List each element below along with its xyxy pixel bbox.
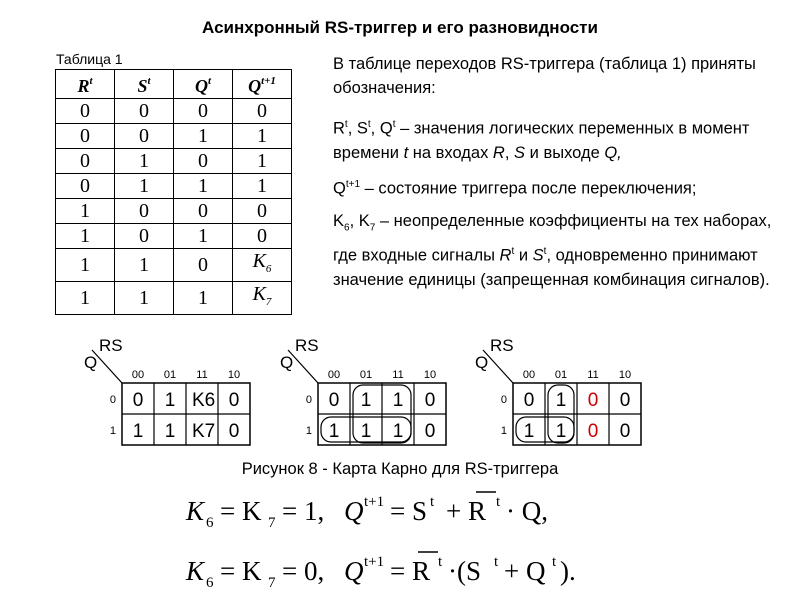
kmap-cell: 1 (360, 421, 372, 442)
f2-plus-q: + Q (504, 556, 546, 586)
f1-rt: t (496, 494, 501, 510)
f1-plus-r: + R (446, 496, 486, 526)
table-cell: 0 (56, 124, 115, 149)
f2-tail: ). (560, 556, 576, 586)
kmap-cell: 1 (392, 390, 404, 411)
kmap-cell: 0 (328, 390, 340, 411)
table-cell: 0 (174, 99, 233, 124)
paragraph-next-state: $Q^{t+1}$ – состояние триггера после переключения; (333, 179, 697, 198)
f1-sub6: 6 (206, 515, 214, 531)
header-rt: $R^t$ (56, 70, 115, 99)
table-cell: $K_7$ (233, 282, 292, 315)
table-cell: 0 (174, 199, 233, 224)
kmap-cell: 0 (587, 421, 599, 442)
table-cell: 0 (56, 149, 115, 174)
formula-2 (185, 552, 576, 591)
kmap-cell: 1 (523, 421, 535, 442)
table-cell: 0 (56, 99, 115, 124)
kmap-col-header: 01 (163, 369, 177, 381)
kmap-col-header: 01 (359, 369, 373, 381)
f2-sup: t+1 (364, 554, 385, 570)
kmap-cell: 0 (228, 421, 240, 442)
f1-k6: K (186, 496, 205, 526)
kmap-cell: 0 (424, 390, 436, 411)
f2-qt: t (552, 554, 557, 570)
table-cell: 0 (174, 249, 233, 282)
kmap-2 (280, 336, 446, 445)
kmap-row-header: 0 (500, 394, 507, 406)
kmap-col-header: 11 (196, 369, 208, 381)
table-cell: 0 (233, 99, 292, 124)
f2-eq-r: = R (390, 556, 430, 586)
kmap-1 (84, 336, 250, 445)
kmap-var-top: RS (99, 336, 123, 355)
table-cell: 0 (115, 99, 174, 124)
kmap-3 (475, 336, 641, 445)
table-cell: 0 (115, 224, 174, 249)
table-cell: 1 (233, 124, 292, 149)
kmap-cell: 0 (424, 421, 436, 442)
kmap-cell: 0 (132, 390, 144, 411)
header-qt: $Q^t$ (174, 70, 233, 99)
kmap-cell: 1 (555, 390, 567, 411)
kmap-row-header: 0 (305, 394, 312, 406)
header-qt1: $Q^{t+1}$ (233, 70, 292, 99)
f2-mid: ·(S (448, 556, 481, 586)
paragraph-intro: В таблице переходов RS-триггера (таблица 1) приняты обозначения: (333, 55, 756, 97)
kmap-cell: 0 (619, 421, 631, 442)
f1-q: Q (344, 496, 364, 526)
table-cell: 1 (56, 224, 115, 249)
f2-sub6: 6 (206, 575, 214, 591)
kmap-row-header: 1 (500, 425, 507, 437)
table-cell: 0 (115, 124, 174, 149)
f2-q: Q (344, 556, 364, 586)
kmap-col-header: 10 (227, 369, 241, 381)
table-cell: $K_6$ (233, 249, 292, 282)
kmap-row-header: 0 (109, 394, 116, 406)
f2-value: = 0, (282, 556, 325, 586)
table-cell: 0 (174, 149, 233, 174)
kmap-col-header: 11 (587, 369, 599, 381)
kmap-var-top: RS (490, 336, 514, 355)
kmap-cell: K7 (192, 421, 216, 442)
f1-tail: · Q, (506, 496, 548, 526)
figure-caption: Рисунок 8 - Карта Карно для RS-триггера (241, 460, 559, 478)
f1-eq-s: = S (390, 496, 427, 526)
kmap-cell: 1 (132, 421, 144, 442)
f2-rt: t (438, 554, 443, 570)
f1-value: = 1, (282, 496, 325, 526)
kmap-var-left: Q (84, 353, 98, 372)
f2-st: t (494, 554, 499, 570)
kmap-col-header: 10 (423, 369, 437, 381)
f1-st: t (430, 494, 435, 510)
kmap-var-left: Q (280, 353, 294, 372)
f1-eq-k7: = K (220, 496, 262, 526)
table-cell: 0 (56, 174, 115, 199)
page-title: Асинхронный RS-триггер и его разновидности (202, 18, 598, 37)
kmap-col-header: 01 (554, 369, 568, 381)
table-cell: 0 (233, 224, 292, 249)
f2-k6: K (186, 556, 205, 586)
table-cell: 1 (233, 149, 292, 174)
f2-eq-k7: = K (220, 556, 262, 586)
table-cell: 1 (174, 174, 233, 199)
table-cell: 1 (174, 282, 233, 315)
kmap-cell: 1 (555, 421, 567, 442)
f1-sub7: 7 (268, 515, 276, 531)
table-cell: 1 (174, 224, 233, 249)
kmap-cell: 0 (523, 390, 535, 411)
table-cell: 1 (56, 199, 115, 224)
kmap-cell: 0 (587, 390, 599, 411)
kmap-cell: 1 (328, 421, 340, 442)
table-cell: 1 (233, 174, 292, 199)
kmap-row-header: 1 (109, 425, 116, 437)
kmap-col-header: 00 (327, 369, 341, 381)
kmap-cell: 1 (164, 390, 176, 411)
table-cell: 1 (56, 282, 115, 315)
table-cell: 0 (233, 199, 292, 224)
formula-1 (185, 492, 548, 531)
table-cell: 1 (174, 124, 233, 149)
kmap-cell: 1 (360, 390, 372, 411)
paragraph-variables: $R^t$, $S^t$, $Q^t$ – значения логических переменных в момент времени t на входах R, S и выходе Q, (333, 119, 750, 162)
f2-sub7: 7 (268, 575, 276, 591)
formulas (0, 480, 800, 600)
table-cell: 1 (115, 174, 174, 199)
kmap-col-header: 10 (618, 369, 632, 381)
f1-sup: t+1 (364, 494, 385, 510)
paragraph-coefficients: $K_6$, $K_7$ – неопределенные коэффициенты на тех наборах, где входные сигналы $R^t$ и $S^t$, одновременно принимают значение единицы (запрещенная комбинация сигналов). (333, 212, 772, 289)
table-cell: 1 (115, 149, 174, 174)
table-cell: 1 (115, 282, 174, 315)
kmap-col-header: 00 (522, 369, 536, 381)
kmap-col-header: 11 (392, 369, 404, 381)
kmap-cell: 1 (164, 421, 176, 442)
kmap-cell: 0 (619, 390, 631, 411)
kmap-var-top: RS (295, 336, 319, 355)
table-cell: 0 (115, 199, 174, 224)
kmap-col-header: 00 (131, 369, 145, 381)
table-caption: Таблица 1 (56, 51, 123, 67)
kmap-cell: 1 (392, 421, 404, 442)
kmap-cell: 0 (228, 390, 240, 411)
kmap-var-left: Q (475, 353, 489, 372)
kmap-cell: K6 (192, 390, 216, 411)
header-st: $S^t$ (115, 70, 174, 99)
table-cell: 1 (115, 249, 174, 282)
kmap-row-header: 1 (305, 425, 312, 437)
table-cell: 1 (56, 249, 115, 282)
